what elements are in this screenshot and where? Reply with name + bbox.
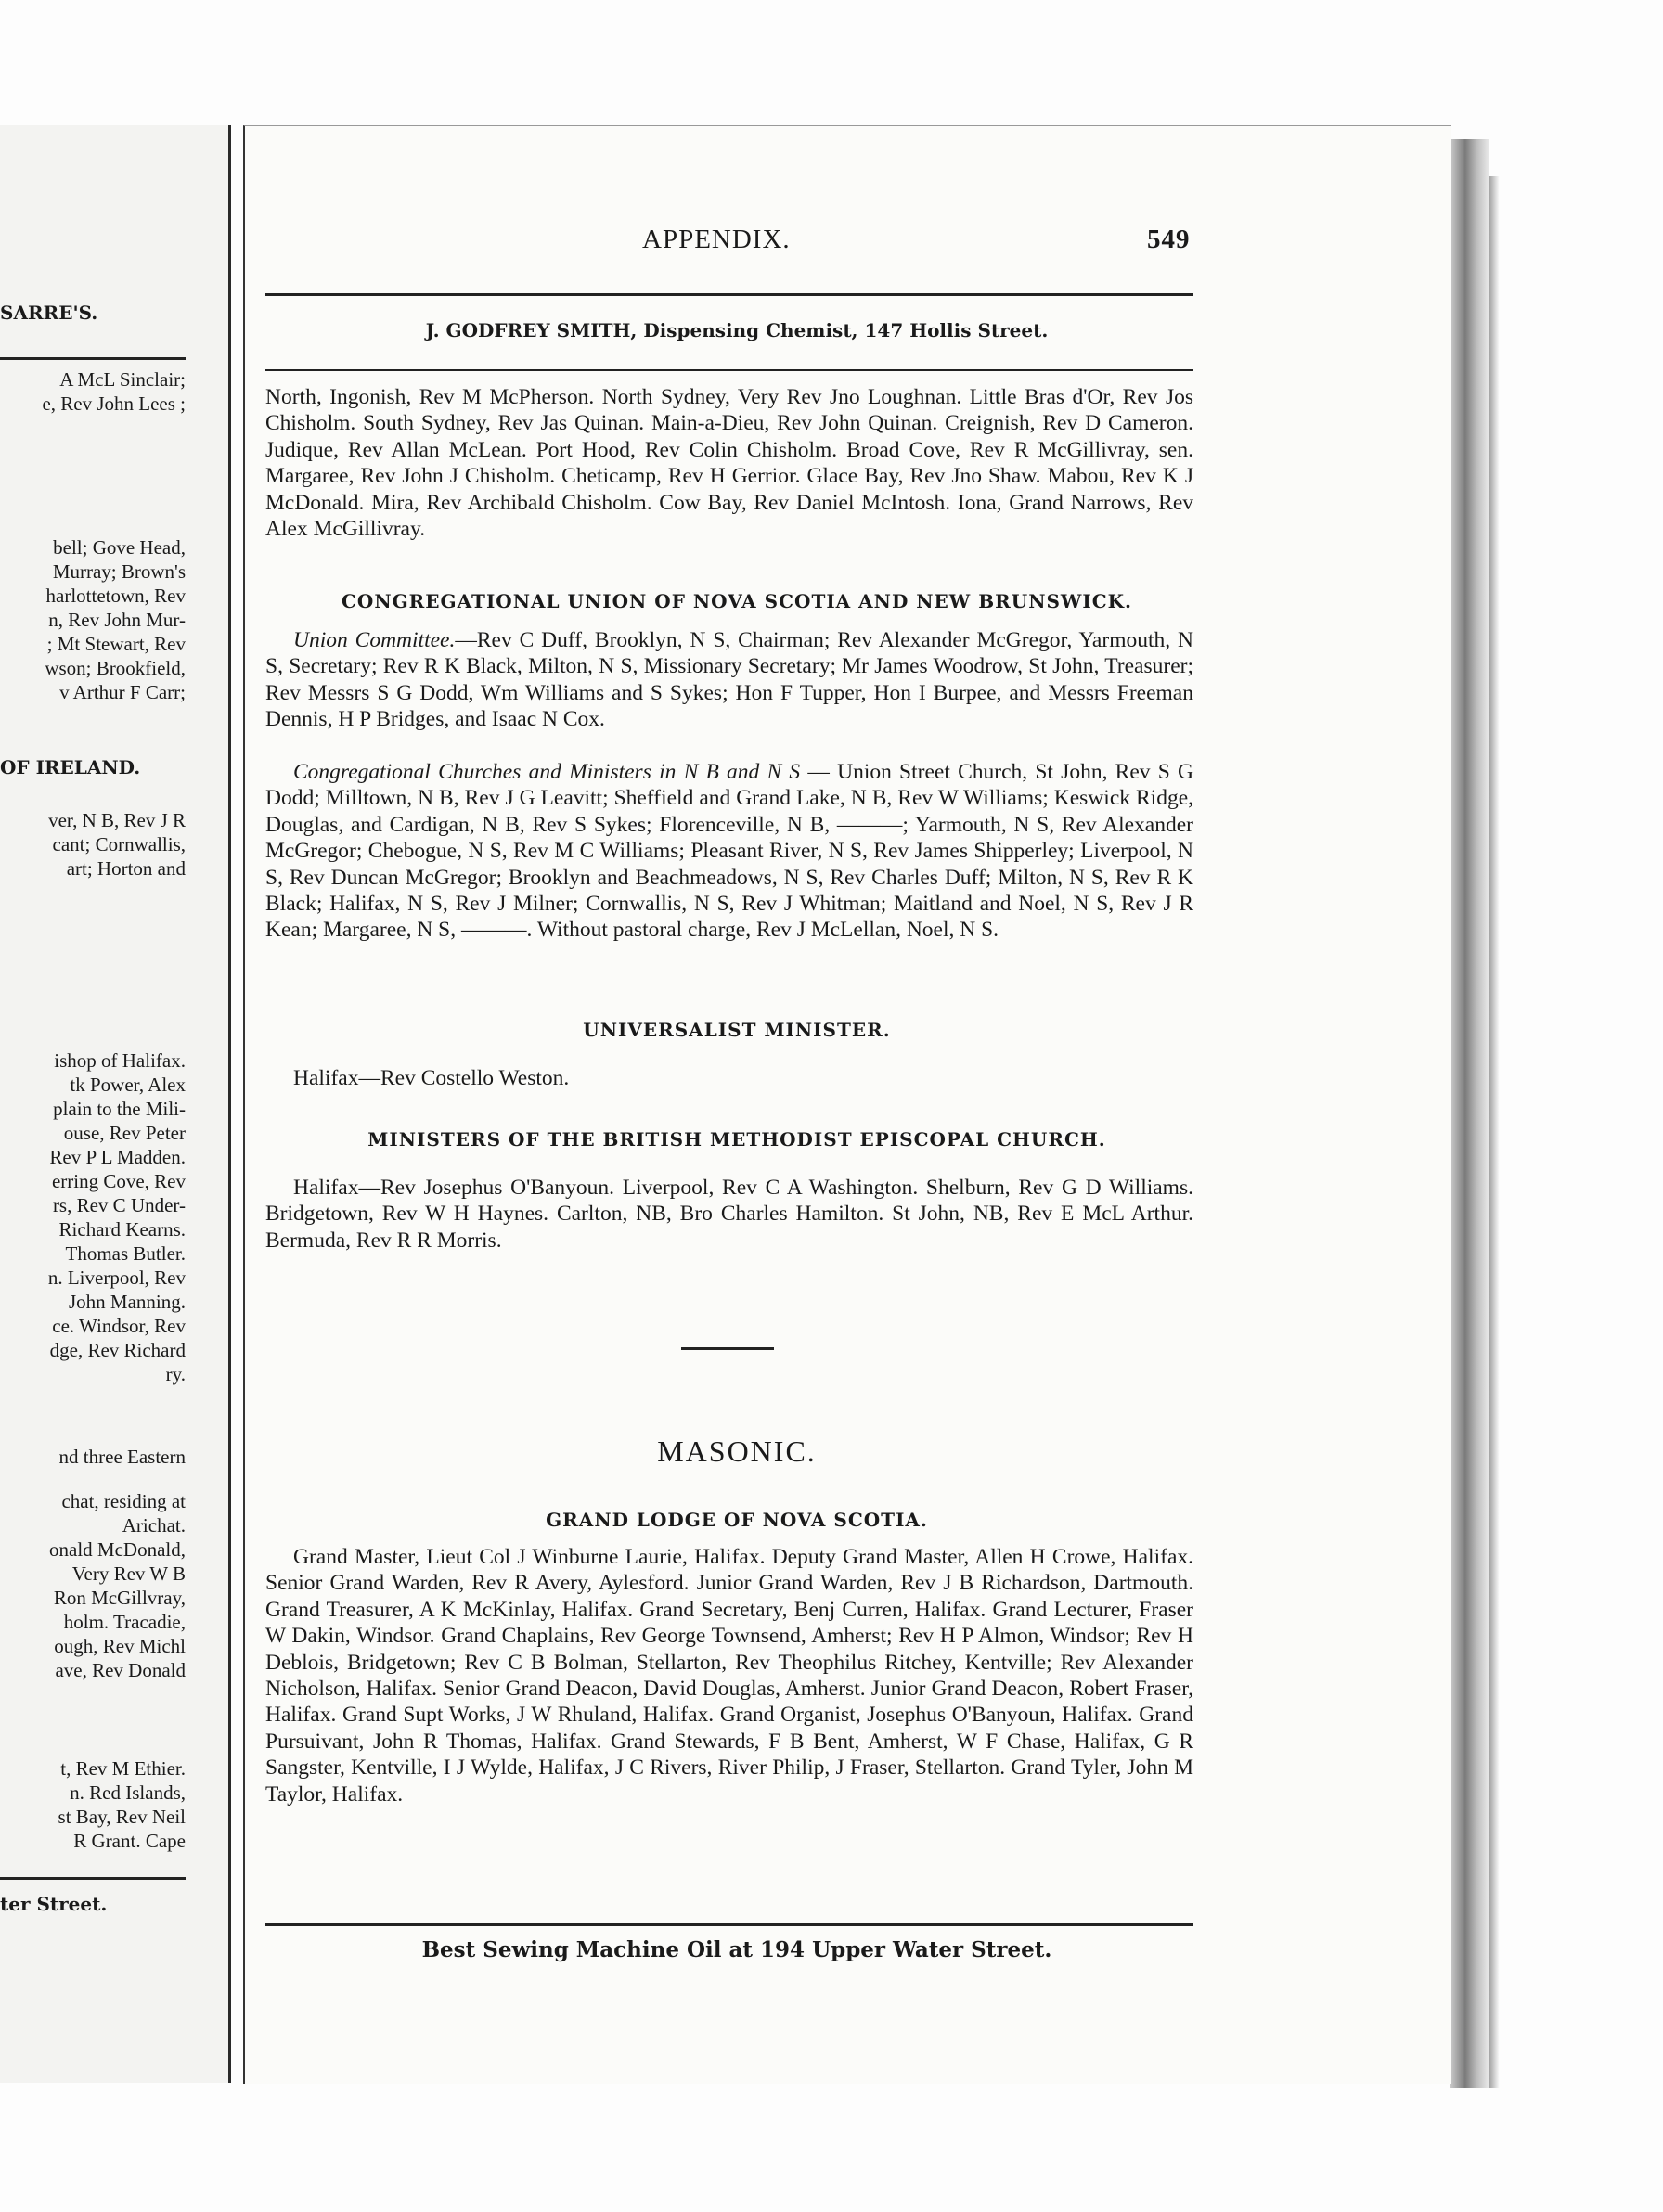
left-page-line: harlottetown, Rev (45, 585, 186, 607)
header-rule (265, 293, 1193, 296)
left-page-line: nd three Eastern (58, 1446, 186, 1468)
left-page-line: chat, residing at (61, 1490, 186, 1512)
left-page-line: ver, N B, Rev J R (48, 809, 186, 831)
left-page-line: rs, Rev C Under- (52, 1194, 186, 1216)
left-page-line: ce. Windsor, Rev (52, 1315, 186, 1337)
union-committee-text: —Rev C Duff, Brooklyn, N S, Chairman; Rev Alexander McGregor, Yarmouth, N S, Secretary; Rev R K Black, Milton, N S, Missionary Secretary; Mr James Woodrow, St John, Treasurer; Rev Messrs S G Dodd, Wm Williams and S Sykes; Hon F Tupper, Hon I Burpee, and Messrs Freeman Dennis, H P Bridges, and Isaac N Cox. (265, 628, 1193, 732)
left-page-line: John Manning. (69, 1291, 186, 1313)
methodist-heading: MINISTERS OF THE BRITISH METHODIST EPISCOPAL CHURCH. (367, 1128, 1106, 1151)
appendix-page (243, 125, 1451, 2084)
left-page-line: dge, Rev Richard (49, 1339, 186, 1361)
left-page-line: plain to the Mili- (53, 1098, 186, 1120)
left-page-line: ter Street. (0, 1893, 108, 1915)
union-committee-paragraph (265, 627, 1193, 733)
left-page-line: ishop of Halifax. (54, 1049, 186, 1072)
left-page-line: erring Cove, Rev (51, 1170, 186, 1192)
left-page-line: bell; Gove Head, (53, 536, 186, 559)
left-page-line: Murray; Brown's (52, 560, 186, 583)
running-title: APPENDIX. (642, 225, 791, 254)
left-page-line: A McL Sinclair; (59, 368, 186, 391)
methodist-paragraph: Halifax—Rev Josephus O'Banyoun. Liverpool, Rev C A Washington. Shelburn, Rev G D Williams. Bridgetown, Rev W H Haynes. Carlton, NB, Bro Charles Hamilton. St John, NB, Rev E McL Arthur. Bermuda, Rev R R Morris. (265, 1176, 1193, 1253)
page-stack-edge (1450, 139, 1489, 2088)
left-page-line: n. Liverpool, Rev (47, 1267, 186, 1289)
cape-breton-clergy-paragraph: North, Ingonish, Rev M McPherson. North Sydney, Very Rev Jno Loughnan. Little Bras d'Or, Rev Jos Chisholm. South Sydney, Rev Jas Quinan. Main-a-Dieu, Rev John Quinan. Creignish, Rev D Cameron. Judique, Rev Allan McLean. Port Hood, Rev Colin Chisholm. Broad Cove, Rev R McGillivray, sen. Margaree, Rev John J Chisholm. Cheticamp, Rev H Gerrior. Glace Bay, Rev Jno Shaw. Mabou, Rev K J McDonald. Mira, Rev Archibald Chisholm. Cow Bay, Rev Daniel McIntosh. Iona, Grand Narrows, Rev Alex McGillivray. (265, 385, 1193, 542)
footer-rule (265, 1923, 1193, 1926)
left-page-line: ; Mt Stewart, Rev (46, 633, 186, 655)
left-page-line: ouse, Rev Peter (63, 1122, 186, 1144)
left-page-line: Ron McGillvray, (53, 1587, 186, 1609)
bottom-advertisement-banner: Best Sewing Machine Oil at 194 Upper Water Street. (421, 1937, 1052, 1962)
grand-lodge-heading: GRAND LODGE OF NOVA SCOTIA. (546, 1509, 928, 1531)
left-page-line: ough, Rev Michl (54, 1635, 186, 1657)
previous-page-fragment (0, 125, 231, 2083)
left-page-line: n. Red Islands, (70, 1781, 186, 1804)
left-page-line: st Bay, Rev Neil (58, 1806, 186, 1828)
left-section-heading: SARRE'S. (0, 302, 98, 324)
left-page-line: v Arthur F Carr; (59, 681, 186, 703)
left-page-line: Rev P L Madden. (49, 1146, 186, 1168)
page-edge-shadow (1489, 176, 1500, 2088)
left-page-line: Richard Kearns. (58, 1218, 186, 1241)
congregational-churches-text: — Union Street Church, St John, Rev S G Dodd; Milltown, N B, Rev J G Leavitt; Sheffield and Grand Lake, N B, Rev W Williams; Keswick Ridge, Douglas, and Cardigan, N B, Rev S Sykes; Florenceville, N B, ———; Yarmouth, N S, Rev Alexander McGregor; Chebogue, N S, Rev M C Williams; Pleasant River, N S, Rev James Shipperley; Liverpool, N S, Rev Duncan McGregor; Brooklyn and Beachmeadows, N S, Rev Charles Duff; Milton, N S, Rev R K Black; Halifax, N S, Rev J Milner; Cornwallis, N S, Rev J Whitman; Maitland and Noel, N S, Rev J R Kean; Margaree, N S, ———. Without pastoral charge, Rev J McLellan, Noel, N S. (265, 760, 1194, 943)
congregational-union-heading: CONGREGATIONAL UNION OF NOVA SCOTIA AND NEW BRUNSWICK. (341, 590, 1132, 612)
congregational-churches-label: Congregational Churches and Ministers in N B and N S (293, 760, 801, 784)
section-separator (681, 1347, 774, 1350)
left-page-line: n, Rev John Mur- (48, 609, 186, 631)
page-number: 549 (1147, 225, 1191, 254)
left-page-line: R Grant. Cape (73, 1830, 186, 1852)
left-page-line: wson; Brookfield, (45, 657, 186, 679)
left-page-line: art; Horton and (66, 857, 186, 880)
left-page-line: tk Power, Alex (70, 1074, 186, 1096)
left-page-line: cant; Cornwallis, (52, 833, 186, 855)
left-page-line: t, Rev M Ethier. (60, 1757, 186, 1780)
masonic-heading: MASONIC. (657, 1434, 817, 1468)
grand-lodge-paragraph: Grand Master, Lieut Col J Winburne Laurie, Halifax. Deputy Grand Master, Allen H Crowe, Halifax. Senior Grand Warden, Rev R Avery, Aylesford. Junior Grand Warden, Rev J B Richardson, Dartmouth. Grand Treasurer, A K McKinlay, Halifax. Grand Secretary, Benj Curren, Halifax. Grand Lecturer, Fraser W Dakin, Windsor. Grand Chaplains, Rev George Townsend, Amherst; Rev H P Almon, Windsor; Rev H Deblois, Bridgetown; Rev C B Bolman, Stellarton, Rev Theophilus Ritchey, Kentville; Rev Alexander Nicholson, Halifax. Senior Grand Deacon, David Douglas, Amherst. Junior Grand Deacon, Robert Fraser, Halifax. Grand Supt Works, J W Rhuland, Halifax. Grand Organist, Josephus O'Banyoun, Halifax. Grand Pursuivant, John R Thomas, Halifax. Grand Stewards, F B Bent, Amherst, W F Chase, Halifax, G R Sangster, Kentville, I J Wylde, Halifax, J C Rivers, River Philip, J Fraser, Stellarton. Grand Tyler, John M Taylor, Halifax. (265, 1545, 1193, 1807)
left-page-line: Very Rev W B (71, 1563, 186, 1585)
left-page-line: onald McDonald, (49, 1538, 186, 1561)
left-page-line: OF IRELAND. (0, 756, 141, 778)
left-page-line: e, Rev John Lees ; (42, 392, 186, 415)
left-page-line: holm. Tracadie, (63, 1611, 186, 1633)
universalist-heading: UNIVERSALIST MINISTER. (583, 1019, 891, 1041)
left-page-line: Thomas Butler. (65, 1242, 186, 1265)
top-advertisement-banner: J. GODFREY SMITH, Dispensing Chemist, 147 Hollis Street. (425, 319, 1049, 341)
union-committee-label: Union Committee. (293, 628, 456, 652)
left-page-line: ry. (165, 1363, 186, 1385)
universalist-paragraph: Halifax—Rev Costello Weston. (293, 1066, 570, 1090)
left-page-line: Arichat. (122, 1514, 186, 1537)
left-page-line: ave, Rev Donald (55, 1659, 186, 1681)
banner-rule (265, 369, 1193, 371)
congregational-churches-paragraph (265, 759, 1193, 944)
